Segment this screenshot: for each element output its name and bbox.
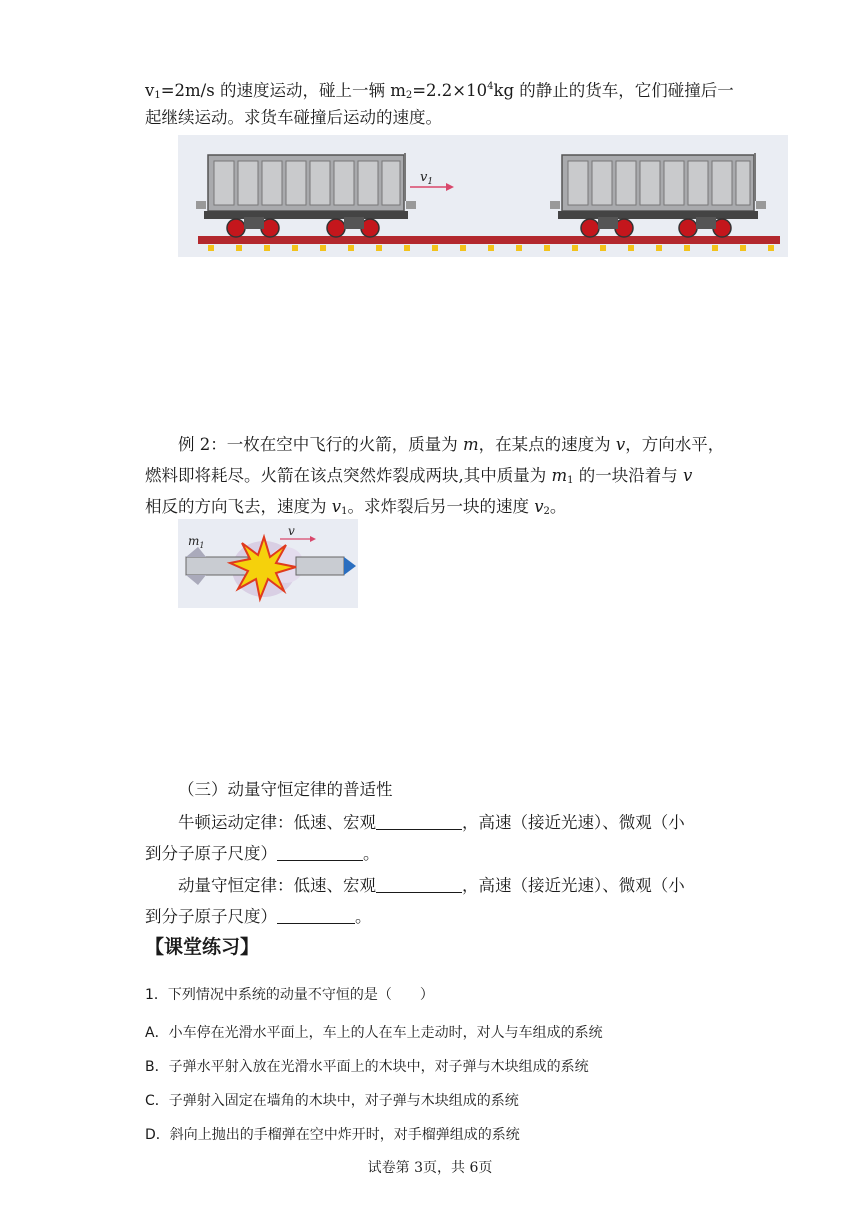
newton-macro-blank[interactable] bbox=[376, 813, 462, 830]
stationary-wagon bbox=[550, 153, 766, 237]
moving-wagon bbox=[196, 153, 416, 237]
rocket-explosion-figure bbox=[178, 519, 358, 608]
example2-line-2: 燃料即将耗尽。火箭在该点突然炸裂成两块,其中质量为 $m_1$ 的一块沿着与 v bbox=[145, 466, 693, 486]
rocket-explosion-illustration bbox=[178, 519, 358, 608]
momentum-micro-blank[interactable] bbox=[277, 907, 355, 924]
momentum-line-2: 到分子原子尺度） 。 bbox=[145, 907, 372, 926]
example2-line-1: 例 2：一枚在空中飞行的火箭，质量为 m，在某点的速度为 v，方向水平， bbox=[178, 435, 725, 454]
section3-title: （三）动量守恒定律的普适性 bbox=[178, 780, 393, 799]
momentum-macro-blank[interactable] bbox=[376, 876, 462, 893]
practice-heading: 【课堂练习】 bbox=[145, 936, 260, 958]
option-a[interactable]: A．小车停在光滑水平面上，车上的人在车上走动时，对人与车组成的系统 bbox=[145, 1025, 603, 1041]
mass-label: $m_1$ bbox=[188, 534, 205, 550]
newton-micro-blank[interactable] bbox=[277, 844, 363, 861]
train-collision-figure bbox=[178, 135, 788, 257]
train-collision-illustration bbox=[178, 135, 788, 257]
question-1: 1．下列情况中系统的动量不守恒的是（ ） bbox=[145, 987, 434, 1003]
option-d[interactable]: D．斜向上抛出的手榴弹在空中炸开时，对手榴弹组成的系统 bbox=[145, 1127, 520, 1143]
example2-line-3: 相反的方向飞去，速度为 $v_1$。求炸裂后另一块的速度 $v_2$。 bbox=[145, 497, 567, 517]
intro-line-1: $v_1=2m/s$ 的速度运动，碰上一辆 $m_2=2.2\times 10^4kg$ 的静止的货车，它们碰撞后一 bbox=[145, 81, 734, 101]
page-footer: 试卷第 3页，共 6页 bbox=[367, 1160, 493, 1176]
velocity-label: $v_1$ bbox=[420, 170, 434, 187]
option-b[interactable]: B．子弹水平射入放在光滑水平面上的木块中，对子弹与木块组成的系统 bbox=[145, 1059, 589, 1075]
velocity-label: v bbox=[288, 524, 295, 538]
intro-line-2: 起继续运动。求货车碰撞后运动的速度。 bbox=[145, 108, 442, 127]
newton-line-1: 牛顿运动定律：低速、宏观 ，高速（接近光速）、微观（小 bbox=[178, 813, 685, 832]
momentum-line-1: 动量守恒定律：低速、宏观 ，高速（接近光速）、微观（小 bbox=[178, 876, 685, 895]
newton-line-2: 到分子原子尺度） 。 bbox=[145, 844, 380, 863]
option-c[interactable]: C．子弹射入固定在墙角的木块中，对子弹与木块组成的系统 bbox=[145, 1093, 519, 1109]
